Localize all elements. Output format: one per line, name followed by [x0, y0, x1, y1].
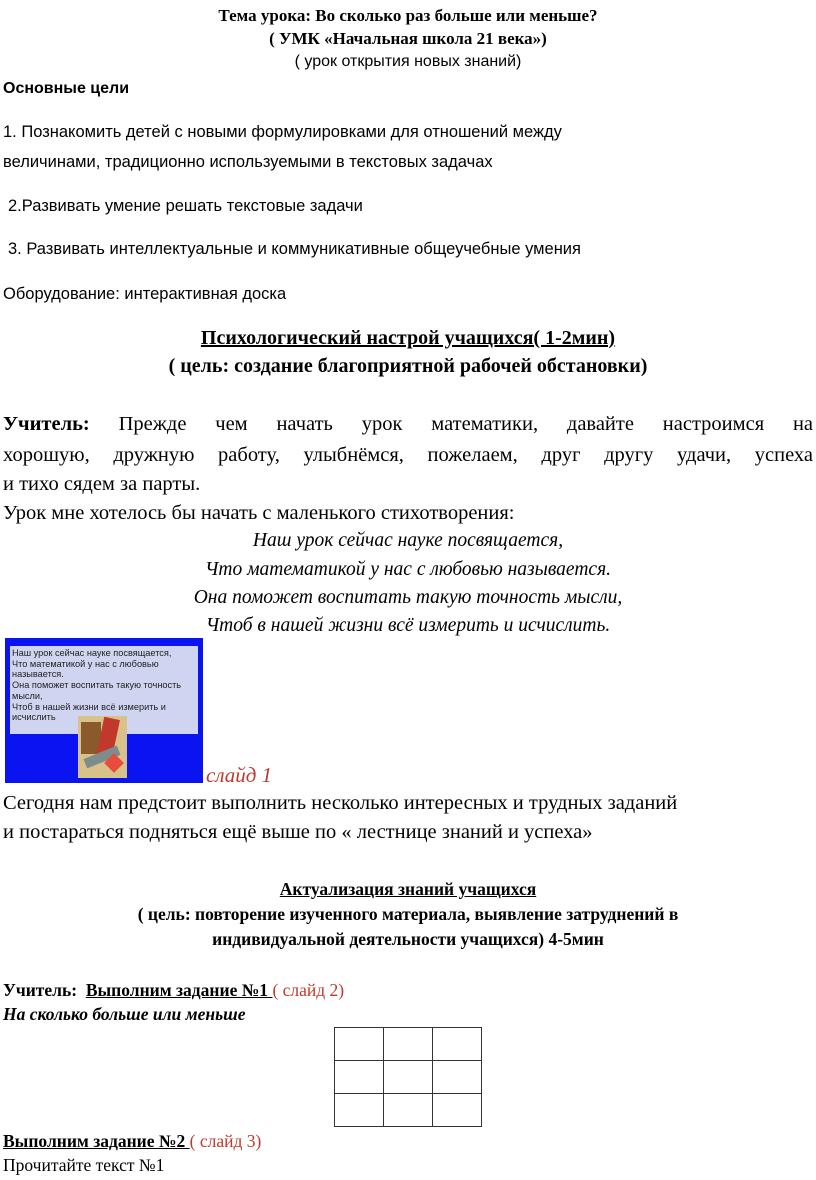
slide-1-text-line: исчислить — [12, 712, 56, 723]
teacher-line-3: и тихо сядем за парты. — [3, 473, 201, 495]
section-2-goal-line-2: индивидуальной деятельности учащихся) 4-5мин — [212, 929, 604, 949]
task-2-text: Выполним задание №2 — [3, 1131, 190, 1151]
after-slide-line-2: и постараться подняться ещё выше по « лестнице знаний и успеха» — [3, 821, 593, 843]
grid-cell — [384, 1028, 433, 1061]
section-1-title-text: Психологический настрой учащихся( 1-2мин) — [200, 327, 616, 349]
task-2-slide-ref: ( слайд 3) — [189, 1131, 262, 1151]
section-1-title — [0, 327, 816, 350]
poem-line-1: Наш урок сейчас науке посвящается, — [252, 530, 564, 551]
grid-cell — [335, 1094, 384, 1127]
slide-1-text-line: Что математикой у нас с любовью — [12, 658, 159, 669]
grid-cell — [335, 1061, 384, 1094]
goals-heading: Основные цели — [3, 80, 130, 97]
section-2-title-text: Актуализация знаний учащихся — [279, 879, 537, 899]
goal-item-3: 3. Развивать интеллектуальные и коммуникативные общеучебные умения — [8, 240, 581, 258]
after-slide-line-1: Сегодня нам предстоит выполнить несколько интересных и трудных заданий — [3, 792, 678, 814]
poem-line-4: Чтоб в нашей жизни всё измерить и исчислить. — [205, 615, 611, 636]
goal-item-1-line-1: 1. Познакомить детей с новыми формулировками для отношений между — [3, 123, 562, 141]
teacher-label: Учитель: — [3, 413, 90, 435]
slide-1-text-line: мысли, — [12, 690, 43, 701]
slide-1-text-line: называется. — [12, 669, 64, 680]
poem-line-3: Она поможет воспитать такую точность мысли, — [193, 587, 623, 608]
lesson-type: ( урок открытия новых знаний) — [294, 53, 522, 70]
umk-line: ( УМК «Начальная школа 21 века») — [269, 29, 547, 48]
section-2-title — [0, 879, 816, 900]
slide-1-text — [12, 648, 181, 723]
grid-cell — [433, 1028, 482, 1061]
task-2-line — [3, 1131, 261, 1152]
poem-line-2: Что математикой у нас с любовью называется. — [204, 559, 612, 580]
goal-item-2: 2.Развивать умение решать текстовые задачи — [8, 197, 363, 215]
section-2-goal-line-1: ( цель: повторение изученного материала, выявление затруднений в — [137, 904, 679, 924]
slide-1-text-line: Чтоб в нашей жизни всё измерить и — [12, 701, 166, 712]
lesson-title: Тема урока: Во сколько раз больше или меньше? — [218, 6, 598, 25]
task-1-slide-ref: ( слайд 2) — [272, 980, 345, 1000]
section-1-goal: ( цель: создание благоприятной рабочей обстановки) — [168, 355, 648, 377]
equipment-line: Оборудование: интерактивная доска — [3, 285, 287, 303]
grid-cell — [433, 1061, 482, 1094]
grid-cell — [384, 1094, 433, 1127]
poem-intro: Урок мне хотелось бы начать с маленького стихотворения: — [3, 502, 515, 524]
answer-grid — [334, 1027, 482, 1127]
grid-cell — [433, 1094, 482, 1127]
task-1-text: Выполним задание №1 — [85, 980, 273, 1000]
read-text-line: Прочитайте текст №1 — [3, 1155, 165, 1175]
teacher-label-2: Учитель: — [3, 980, 78, 1000]
grid-cell — [335, 1028, 384, 1061]
slide-1-text-line: Наш урок сейчас науке посвящается, — [12, 648, 172, 658]
slide-1-text-line: Она поможет воспитать такую точность — [12, 680, 182, 691]
teacher-line-2: хорошую, дружную работу, улыбнёмся, пожелаем, друг другу удачи, успеха — [3, 444, 813, 466]
goal-item-1-line-2: величинами, традиционно используемыми в текстовых задачах — [3, 153, 493, 171]
teacher-line-1 — [3, 413, 813, 436]
slide-1-picture — [78, 716, 127, 778]
grid-cell — [384, 1061, 433, 1094]
slide-1-thumbnail — [5, 638, 203, 783]
task-1-line — [3, 980, 344, 1001]
teacher-text-1: Прежде чем начать урок математики, давайте настроимся на — [118, 413, 814, 435]
slide-1-label: слайд 1 — [206, 763, 273, 787]
task-1-subtitle: На сколько больше или меньше — [3, 1004, 246, 1024]
